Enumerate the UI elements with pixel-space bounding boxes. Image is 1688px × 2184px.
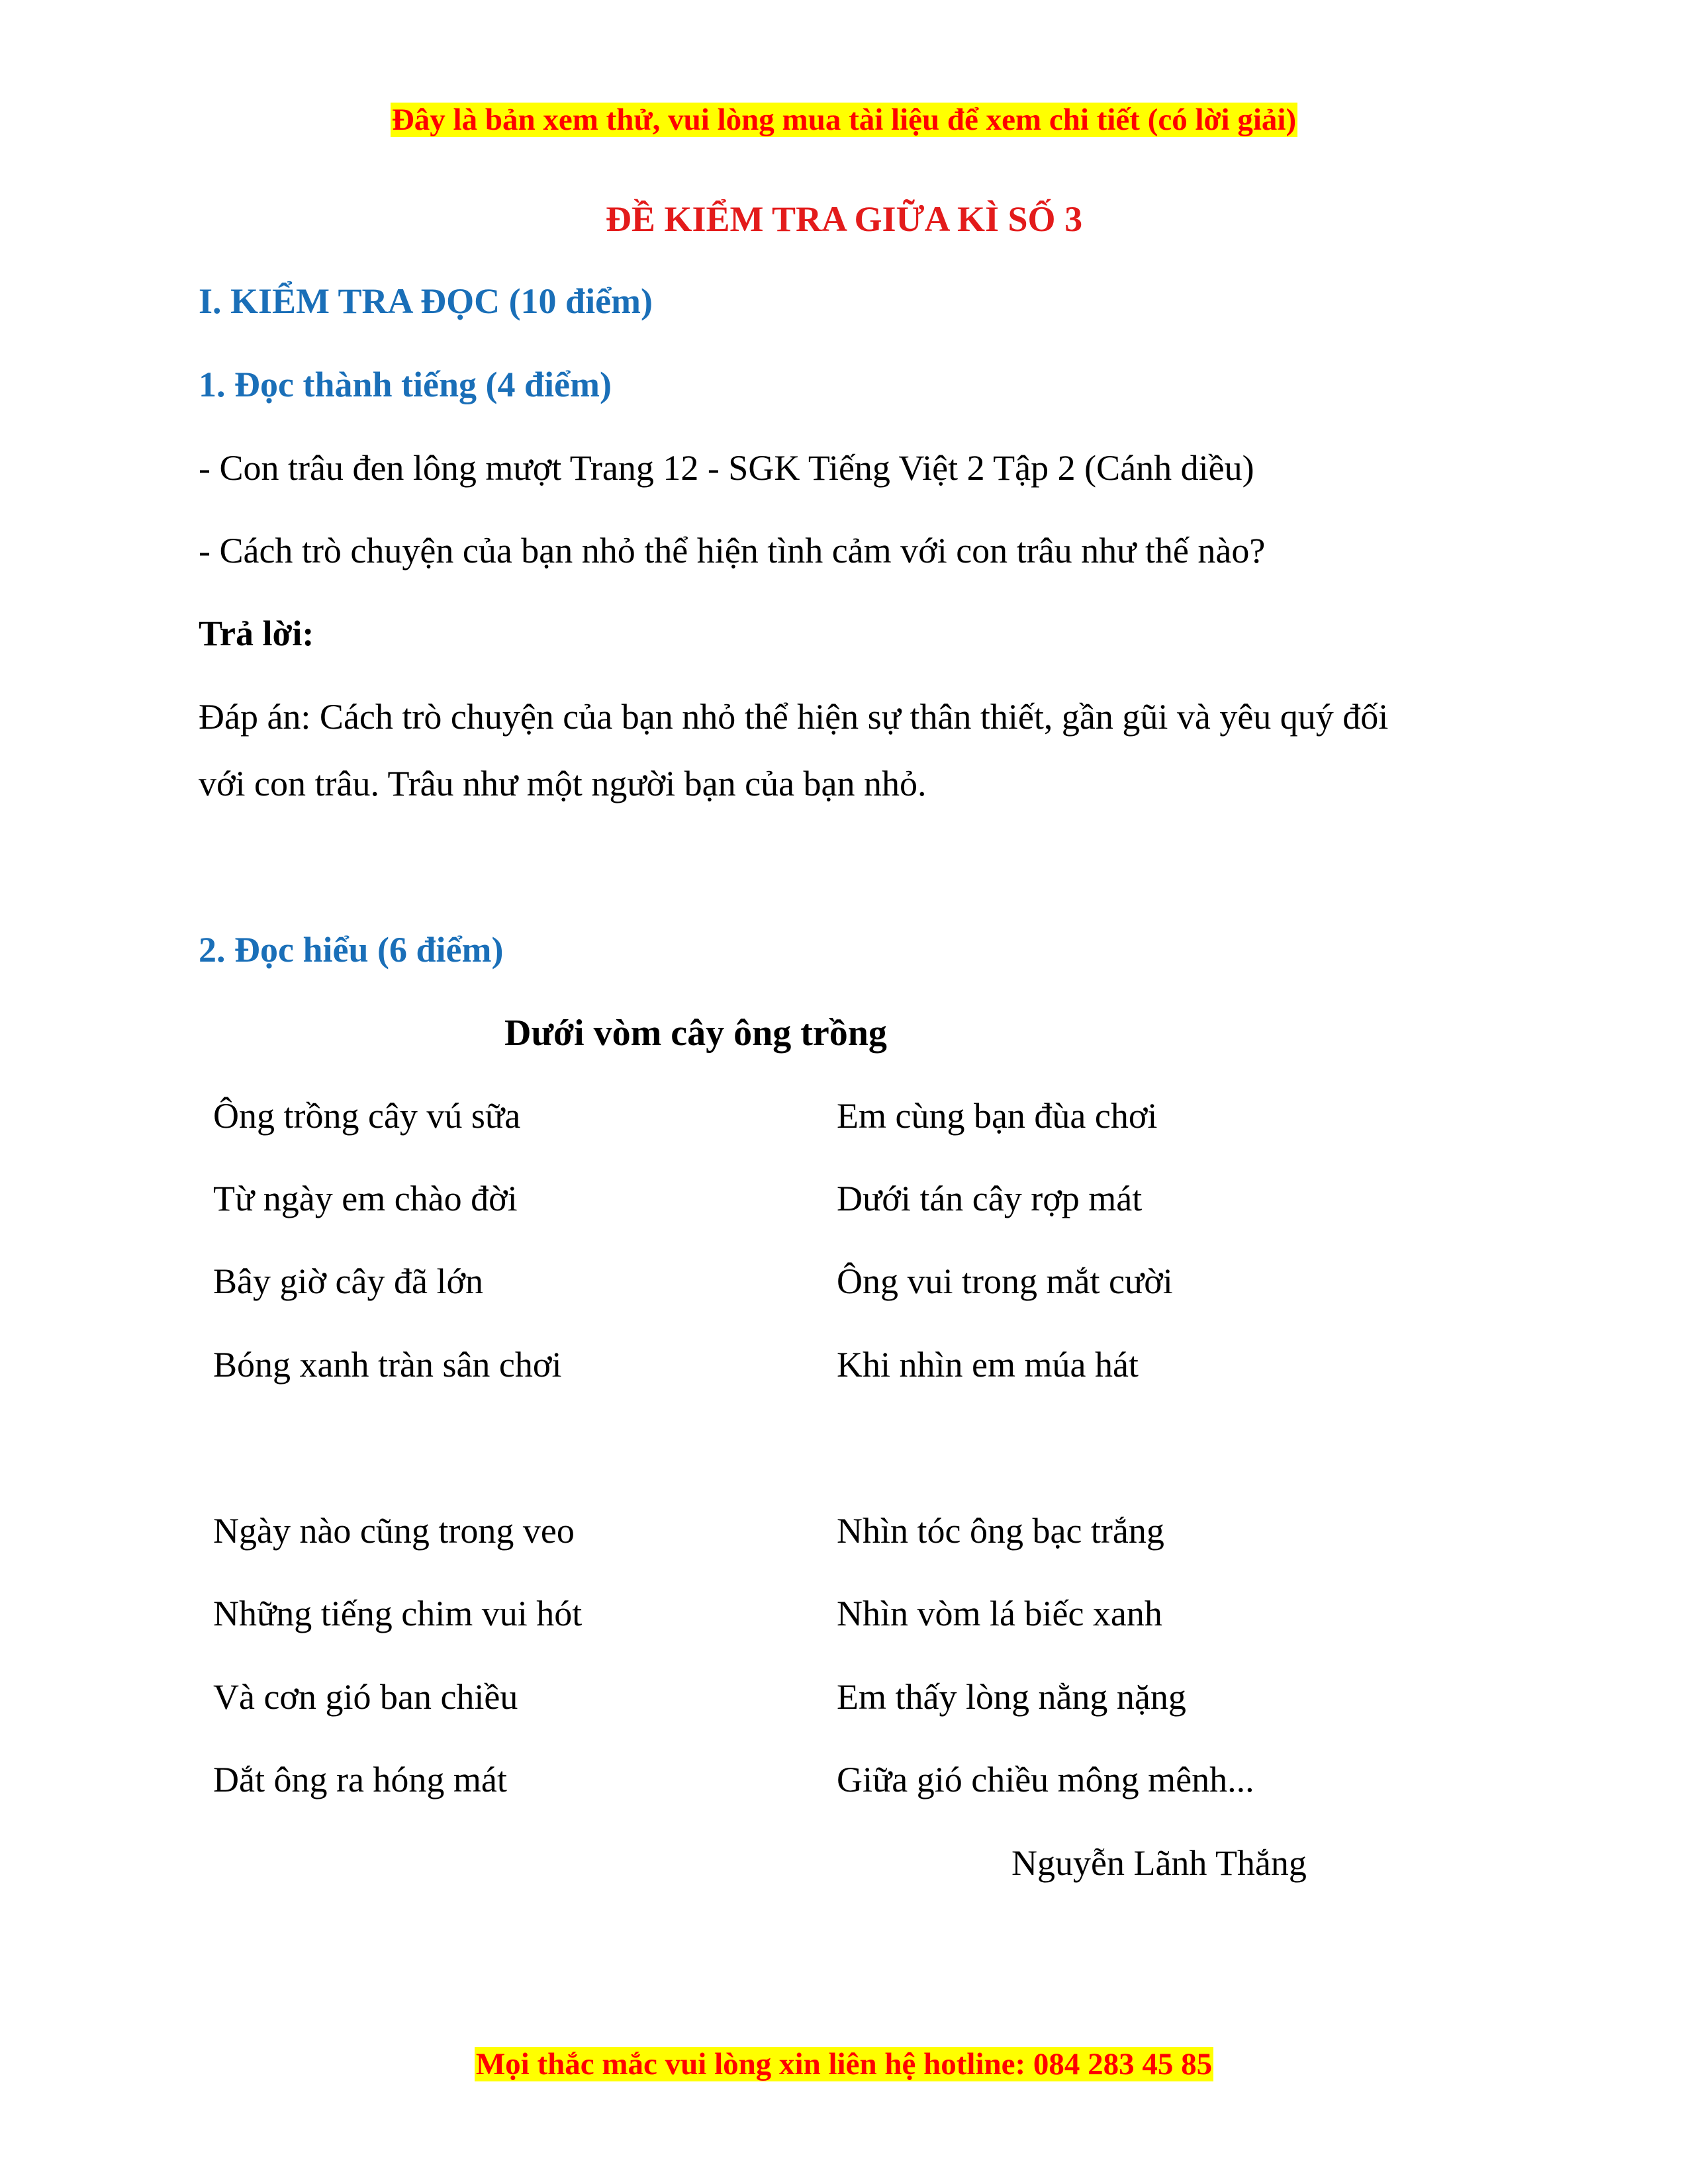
poem-line: Từ ngày em chào đời [213,1179,518,1218]
poem-line: Ngày nào cũng trong veo [213,1511,575,1551]
answer-line-2: với con trâu. Trâu như một người bạn của bạn nhỏ. [199,764,927,803]
answer-line-1: Đáp án: Cách trò chuyện của bạn nhỏ thể hiện sự thân thiết, gần gũi và yêu quý đối [199,697,1389,737]
poem-line: Dắt ông ra hóng mát [213,1760,507,1799]
poem-line: Ông vui trong mắt cười [837,1261,1173,1301]
poem-line: Khi nhìn em múa hát [837,1345,1139,1385]
preview-notice-row [0,99,1688,140]
poem-line: Dưới tán cây rợp mát [837,1179,1143,1218]
poem-line: Giữa gió chiều mông mênh... [837,1760,1254,1799]
exam-title: ĐỀ KIỂM TRA GIỮA KÌ SỐ 3 [605,199,1083,239]
footer-notice-row [0,2044,1688,2085]
poem-author: Nguyễn Lãnh Thắng [1011,1843,1307,1883]
poem-line: Những tiếng chim vui hót [213,1594,583,1633]
reading-line-1: - Con trâu đen lông mượt Trang 12 - SGK Tiếng Việt 2 Tập 2 (Cánh diều) [199,448,1254,488]
poem-line: Ông trồng cây vú sữa [213,1096,521,1136]
poem-line: Em cùng bạn đùa chơi [837,1096,1158,1136]
part-heading-comprehension: 2. Đọc hiểu (6 điểm) [199,930,504,970]
poem-line: Nhìn vòm lá biếc xanh [837,1594,1162,1633]
section-heading-reading: I. KIỂM TRA ĐỌC (10 điểm) [199,281,653,321]
poem-line: Và cơn gió ban chiều [213,1677,518,1717]
answer-label: Trả lời: [199,614,314,653]
poem-line: Em thấy lòng nằng nặng [837,1677,1186,1717]
poem-line: Nhìn tóc ông bạc trắng [837,1511,1164,1551]
question-line: - Cách trò chuyện của bạn nhỏ thể hiện tình cảm với con trâu như thế nào? [199,531,1266,570]
hotline-notice: Mọi thắc mắc vui lòng xin liên hệ hotline: 084 283 45 85 [475,2047,1213,2081]
preview-notice: Đây là bản xem thử, vui lòng mua tài liệu để xem chi tiết (có lời giải) [391,103,1297,137]
poem-line: Bây giờ cây đã lớn [213,1261,484,1301]
poem-title: Dưới vòm cây ông trồng [504,1013,887,1054]
poem-line: Bóng xanh tràn sân chơi [213,1345,562,1385]
part-heading-read-aloud: 1. Đọc thành tiếng (4 điểm) [199,365,612,404]
